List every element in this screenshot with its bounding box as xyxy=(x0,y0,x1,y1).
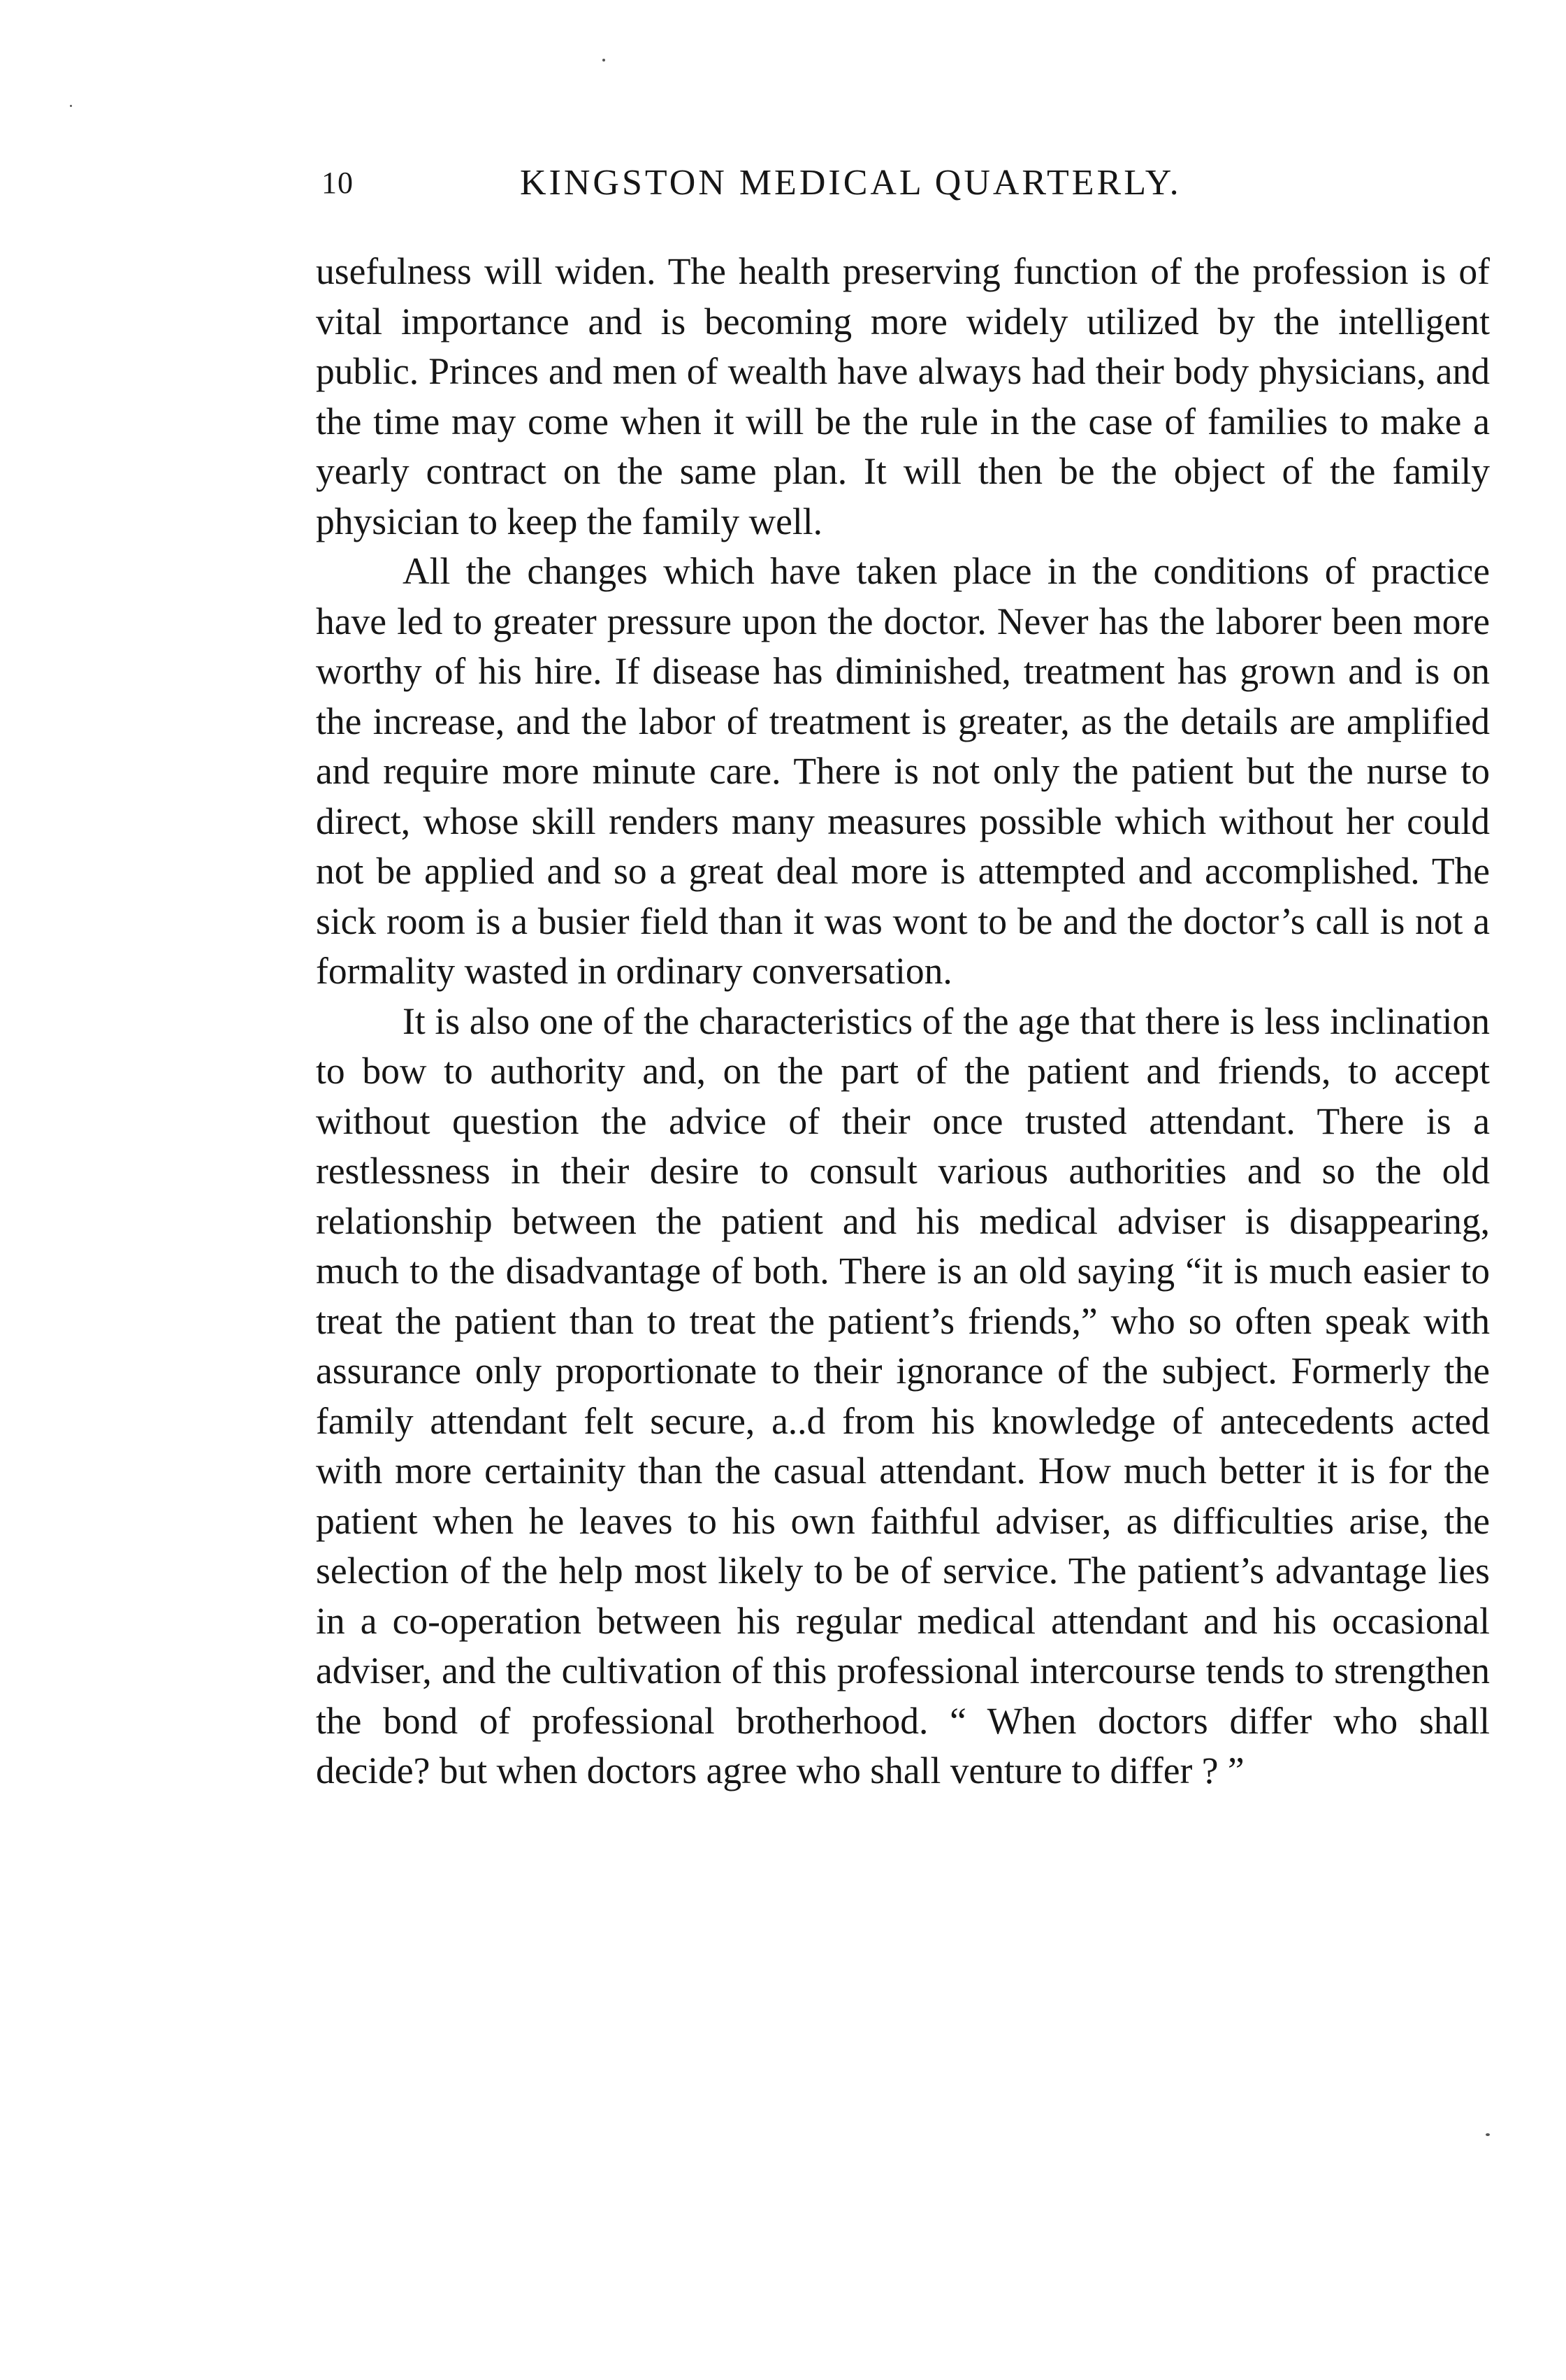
print-speck xyxy=(1486,2133,1490,2136)
article-body xyxy=(316,247,1490,1796)
paragraph-2: All the changes which have taken place in the conditions of practice have led to greater pressure upon the doctor. Never has the laborer been more worthy of his hire. If disease has diminished, treatment has grown and is on the increase, and the labor of treatment is greater, as the details are amplified and require more minute care. There is not only the patient but the nurse to direct, whose skill renders many measures possible which without her could not be applied and so a great deal more is attempted and accomplished. The sick room is a busier field than it was wont to be and the doctor’s call is not a formality wasted in ordinary conversation. xyxy=(316,550,1490,992)
paragraph-3: It is also one of the characteristics of the age that there is less inclination to bow to authority and, on the part of the patient and friends, to accept without question the advice of their once trusted attendant. There is a restlessness in their desire to consult various authorities and so the old relationship between the patient and his medical adviser is disappearing, much to the disadvantage of both. There is an old saying “it is much easier to treat the patient than to treat the patient’s friends,” who so often speak with assurance only proportionate to their ignorance of the subject. Formerly the family attendant felt secure, a..d from his knowledge of antecedents acted with more certainity than the casual attendant. How much better it is for the patient when he leaves to his own faithful adviser, as difficulties arise, the selection of the help most likely to be of service. The patient’s advantage lies in a co-operation between his regular medical attendant and his occasional adviser, and the cultivation of this professional intercourse tends to strengthen the bond of professional brotherhood. “ When doctors differ who shall decide? but when doctors agree who shall venture to differ ? ” xyxy=(316,1000,1490,1791)
journal-title: KINGSTON MEDICAL QUARTERLY. xyxy=(520,163,1182,203)
paragraph-1: usefulness will widen. The health preserving function of the profession is of vital importance and is becoming more widely utilized by the intelligent public. Princes and men of wealth have always had their body physicians, and the time may come when it will be the rule in the case of families to make a yearly contract on the same plan. It will then be the object of the family physician to keep the family well. xyxy=(316,250,1490,542)
print-speck xyxy=(602,59,605,62)
page-number: 10 xyxy=(321,166,354,200)
print-speck xyxy=(70,105,72,107)
running-head xyxy=(313,162,1277,211)
